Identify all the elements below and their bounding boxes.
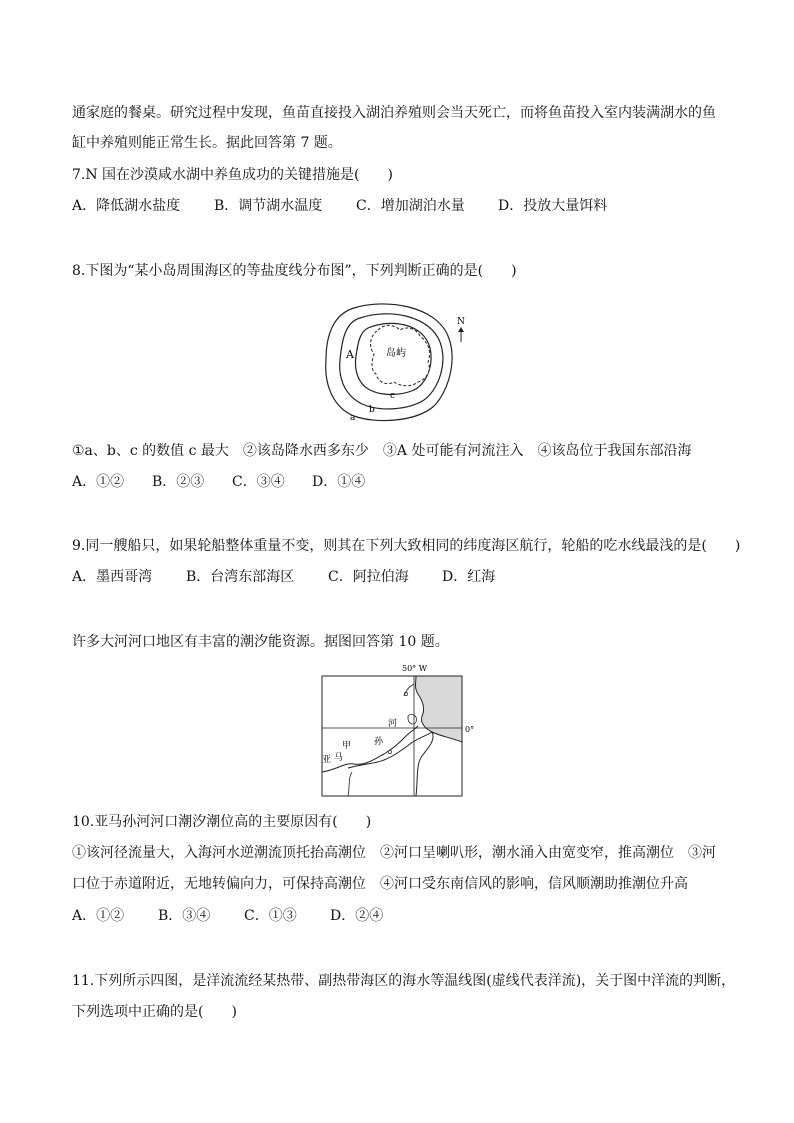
q7-option-a: A．降低湖水盐度 [72, 198, 181, 214]
q7-options [72, 196, 607, 216]
q10-options [72, 906, 383, 926]
q10-option-d: D．②④ [330, 908, 384, 924]
north-label: N [457, 317, 465, 327]
q9-option-b: B．台湾东部海区 [186, 569, 295, 585]
q10-stem: 10.亚马孙河河口潮汐潮位高的主要原因有( ) [72, 814, 372, 830]
amazon-estuary-map [318, 660, 478, 800]
q11-stem-line-1: 11.下列所示四图，是洋流流经某热带、副热带海区的海水等温线图(虚线代表洋流)，关于图中洋流的判断， [72, 973, 736, 989]
q9-stem: 9.同一艘船只，如果轮船整体重量不变，则其在下列大致相同的纬度海区航行，轮船的吃水线最浅的是( ) [72, 538, 741, 554]
extra-char-jia: 甲 [342, 741, 352, 751]
lat-label: 0° [465, 725, 475, 734]
intro-line-1: 通家庭的餐桌。研究过程中发现，鱼苗直接投入湖泊养殖则会当天死亡，而将鱼苗投入室内装满湖水的鱼 [72, 105, 716, 121]
intro-line-2: 缸中养殖则能正常生长。据此回答第 7 题。 [72, 135, 342, 151]
river-char-he: 河 [388, 719, 398, 729]
river-char-sun: 孙 [374, 737, 384, 747]
q9-option-d: D．红海 [442, 569, 496, 585]
q11-stem-line-2: 下列选项中正确的是( ) [72, 1004, 237, 1020]
lon-label: 50° W [402, 664, 427, 673]
label-c: c [390, 391, 396, 401]
north-arrowhead-icon [458, 327, 464, 332]
q7-option-c: C．增加湖泊水量 [356, 198, 465, 214]
label-b: b [369, 405, 375, 415]
q8-statements: ①a、b、c 的数值 c 最大 ②该岛降水西多东少 ③A 处可能有河流注入 ④该岛位于我国东部沿海 [72, 443, 692, 459]
q9-option-c: C．阿拉伯海 [328, 569, 409, 585]
q10-option-b: B．③④ [158, 908, 211, 924]
q10-statements-line-2: 口位于赤道附近，无地转偏向力，可保持高潮位 ④河口受东南信风的影响，信风顺潮助推潮位升高 [72, 876, 688, 892]
label-a-upper: A [346, 348, 354, 361]
q8-option-c: C．③④ [232, 474, 285, 490]
q8-option-b: B．②③ [152, 474, 205, 490]
island-label: 岛屿 [386, 348, 406, 359]
q8-option-d: D．①④ [312, 474, 366, 490]
q8-options [72, 472, 365, 492]
q7-option-d: D．投放大量饵料 [498, 198, 608, 214]
river-char-ma: 马 [334, 753, 344, 763]
q10-option-c: C．①③ [244, 908, 297, 924]
q7-option-b: B．调节湖水温度 [214, 198, 323, 214]
label-a: a [350, 413, 356, 423]
q8-stem: 8.下图为“某小岛周围海区的等盐度线分布图”，下列判断正确的是( ) [72, 263, 517, 279]
q10-option-a: A．①② [72, 908, 125, 924]
q10-statements-line-1: ①该河径流量大，入海河水逆潮流顶托抬高潮位 ②河口呈喇叭形，潮水涌入由宽变窄，推高潮位 ③河 [72, 845, 716, 861]
q9-option-a: A．墨西哥湾 [72, 569, 153, 585]
q8-option-a: A．①② [72, 474, 125, 490]
salinity-isoline-map [316, 300, 476, 428]
q7-stem: 7.N 国在沙漠咸水湖中养鱼成功的关键措施是( ) [72, 167, 393, 183]
q9-options [72, 567, 495, 587]
q10-intro: 许多大河河口地区有丰富的潮汐能资源。据图回答第 10 题。 [72, 634, 449, 650]
river-char-ya: 亚 [322, 755, 332, 765]
